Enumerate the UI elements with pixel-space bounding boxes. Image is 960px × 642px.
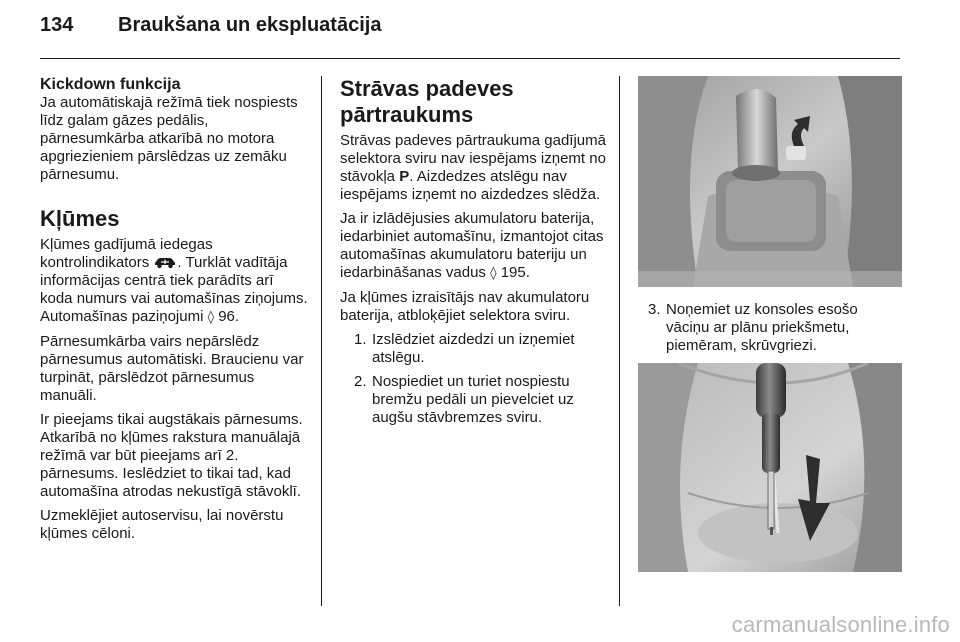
gear-position-p: P xyxy=(399,168,410,185)
screwdriver-console-photo xyxy=(638,363,902,572)
faults-paragraph-1: Kļūmes gadījumā iedegas kontrolindikators . Turklāt vadītāja informācijas centrā tiek parādīts arī koda numurs vai automašīnas ziņojums. Automašīnas paziņojumi ◊ 96. xyxy=(40,236,308,325)
power-failure-heading: Strāvas padeves pārtraukums xyxy=(340,76,514,127)
column-1 xyxy=(40,76,310,549)
faults-paragraph-2: Pārnesumkārba vairs nepārslēdz pārnesumus automātiski. Braucienu var turpināt, pārslēdzot pārnesumus manuāli. xyxy=(40,333,304,404)
column-3 xyxy=(638,76,903,572)
column-divider-2 xyxy=(619,76,620,606)
page-ref-icon: ◊ xyxy=(207,310,215,325)
steps-list-continued xyxy=(638,301,903,355)
car-transmission-warning-icon xyxy=(153,256,177,269)
list-item: 1. Izslēdziet aizdedzi un izņemiet atslēgu. xyxy=(354,331,575,366)
kickdown-heading: Kickdown funkcija xyxy=(40,76,181,93)
faults-paragraph-3: Ir pieejams tikai augstākais pārnesums. Atkarībā no kļūmes rakstura manuālajā režīmā var būt pieejams arī 2. pārnesums. Ieslēdziet to tikai tad, kad automašīna atrodas nekustīgā stāvoklī. xyxy=(40,411,303,500)
kickdown-paragraph: Ja automātiskajā režīmā tiek nospiests līdz galam gāzes pedālis, pārnesumkārba atkarībā no motora apgriezieniem pārslēdzas uz zemāku pārnesumu. xyxy=(40,94,298,183)
steps-list xyxy=(340,331,610,427)
faults-heading: Kļūmes xyxy=(40,206,120,231)
page-ref-icon: ◊ xyxy=(490,266,497,281)
column-divider-1 xyxy=(321,76,322,606)
power-failure-paragraph-1: Strāvas padeves pārtraukuma gadījumā selektora sviru nav iespējams izņemt no stāvokļa P. Aizdedzes atslēgu nav iespējams izņemt no aizdedzes slēdža. xyxy=(340,132,606,203)
faults-paragraph-4: Uzmeklējiet autoservisu, lai novērstu kļūmes cēloni. xyxy=(40,507,284,542)
page-header xyxy=(40,14,912,44)
header-divider xyxy=(40,58,900,59)
list-item: 3. Noņemiet uz konsoles esošo vāciņu ar plānu priekšmetu, piemēram, skrūvgriezi. xyxy=(648,301,858,354)
power-failure-paragraph-2: Ja ir izlādējusies akumulatoru baterija, iedarbiniet automašīnu, izmantojot citas automašīnas akumulatoru bateriju un iedarbināšanas vadus ◊ 195. xyxy=(340,210,604,281)
list-item: 2. Nospiediet un turiet nospiestu bremžu pedāli un pievelciet uz augšu stāvbremzes sviru. xyxy=(354,373,574,426)
column-2 xyxy=(340,76,610,433)
watermark: carmanualsonline.info xyxy=(731,612,950,637)
selector-lever-photo xyxy=(638,76,902,287)
page-number: 134 xyxy=(40,14,74,36)
chapter-title: Braukšana un ekspluatācija xyxy=(118,14,382,36)
power-failure-paragraph-3: Ja kļūmes izraisītājs nav akumulatoru baterija, atbloķējiet selektora sviru. xyxy=(340,289,590,324)
